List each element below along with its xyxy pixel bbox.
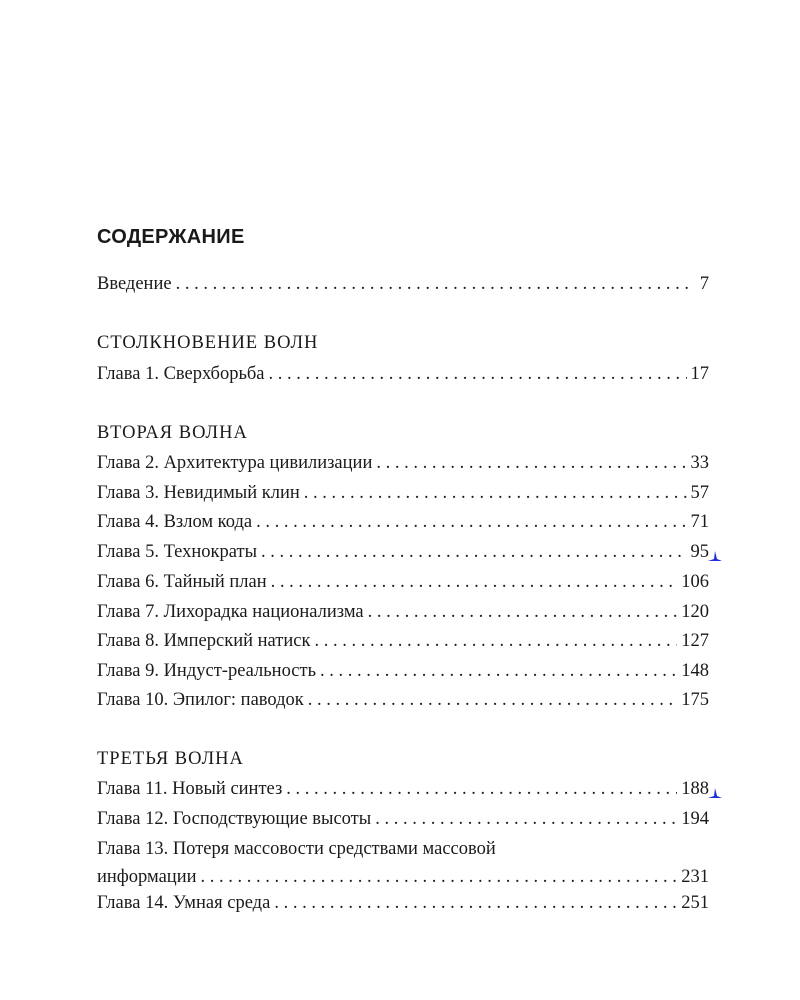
dot-leader (304, 479, 687, 507)
toc-page (97, 0, 709, 1000)
toc-entry-intro[interactable] (97, 270, 709, 298)
dot-leader (314, 627, 677, 655)
section-heading-second-wave: ВТОРАЯ ВОЛНА (97, 423, 248, 443)
toc-entry-chapter-7[interactable] (97, 598, 709, 626)
annotation-marker-icon (707, 550, 723, 562)
entry-label: Глава 12. Господствующие высоты (97, 809, 372, 829)
entry-page-number: 194 (681, 809, 709, 829)
dot-leader (269, 360, 687, 388)
toc-entry-chapter-10[interactable] (97, 686, 709, 714)
entry-page-number (691, 538, 710, 566)
page-number-text: 95 (690, 542, 709, 562)
entry-page-number: 17 (690, 364, 709, 384)
toc-entry-chapter-4[interactable] (97, 508, 709, 536)
dot-leader (256, 508, 686, 536)
toc-entry-chapter-13[interactable] (97, 835, 709, 891)
entry-page-number: 231 (681, 867, 709, 887)
entry-page-number: 71 (690, 512, 709, 532)
entry-page-number: 251 (681, 893, 709, 913)
toc-entry-chapter-8[interactable] (97, 627, 709, 655)
page-number-text: 188 (681, 779, 709, 799)
toc-entry-chapter-6[interactable] (97, 568, 709, 596)
dot-leader (201, 863, 678, 891)
dot-leader (176, 270, 691, 298)
annotation-marker-icon (707, 787, 723, 799)
entry-label: Глава 8. Имперский натиск (97, 631, 311, 651)
entry-page-number: 120 (681, 602, 709, 622)
entry-page-number: 7 (699, 274, 709, 294)
dot-leader (308, 686, 677, 714)
toc-entry-chapter-1[interactable] (97, 360, 709, 388)
toc-entry-chapter-9[interactable] (97, 657, 709, 685)
entry-page-number: 106 (681, 572, 709, 592)
entry-page-number: 57 (690, 483, 709, 503)
toc-entry-chapter-2[interactable] (97, 449, 709, 477)
entry-label: Глава 1. Сверхборьба (97, 364, 265, 384)
section-heading-third-wave: ТРЕТЬЯ ВОЛНА (97, 749, 244, 769)
entry-label: Глава 3. Невидимый клин (97, 483, 300, 503)
entry-page-number (681, 775, 709, 803)
dot-leader (376, 449, 686, 477)
dot-leader (271, 568, 678, 596)
dot-leader (320, 657, 677, 685)
dot-leader (261, 538, 686, 566)
entry-page-number: 175 (681, 690, 709, 710)
entry-label: Глава 9. Индуст-реальность (97, 661, 317, 681)
entry-label: Введение (97, 274, 172, 294)
dot-leader (368, 598, 678, 626)
dot-leader (274, 889, 677, 917)
entry-label-line-1: Глава 13. Потеря массовости средствами массовой (97, 839, 496, 859)
entry-label: Глава 7. Лихорадка национализма (97, 602, 364, 622)
toc-entry-chapter-3[interactable] (97, 479, 709, 507)
entry-label: Глава 5. Технократы (97, 542, 258, 562)
toc-entry-chapter-12[interactable] (97, 805, 709, 833)
entry-label: Глава 11. Новый синтез (97, 779, 283, 799)
dot-leader (286, 775, 677, 803)
toc-entry-chapter-11[interactable] (97, 775, 709, 803)
entry-label-line-2: информации (97, 867, 197, 887)
section-heading-collision: СТОЛКНОВЕНИЕ ВОЛН (97, 333, 319, 353)
entry-label: Глава 14. Умная среда (97, 893, 271, 913)
entry-label: Глава 4. Взлом кода (97, 512, 253, 532)
entry-label: Глава 2. Архитектура цивилизации (97, 453, 373, 473)
entry-page-number: 148 (681, 661, 709, 681)
dot-leader (375, 805, 677, 833)
entry-label: Глава 10. Эпилог: паводок (97, 690, 304, 710)
toc-entry-chapter-5[interactable] (97, 538, 709, 566)
entry-page-number: 33 (690, 453, 709, 473)
entry-page-number: 127 (681, 631, 709, 651)
entry-label: Глава 6. Тайный план (97, 572, 267, 592)
toc-entry-chapter-14[interactable] (97, 889, 709, 917)
toc-title: СОДЕРЖАНИЕ (97, 226, 245, 248)
